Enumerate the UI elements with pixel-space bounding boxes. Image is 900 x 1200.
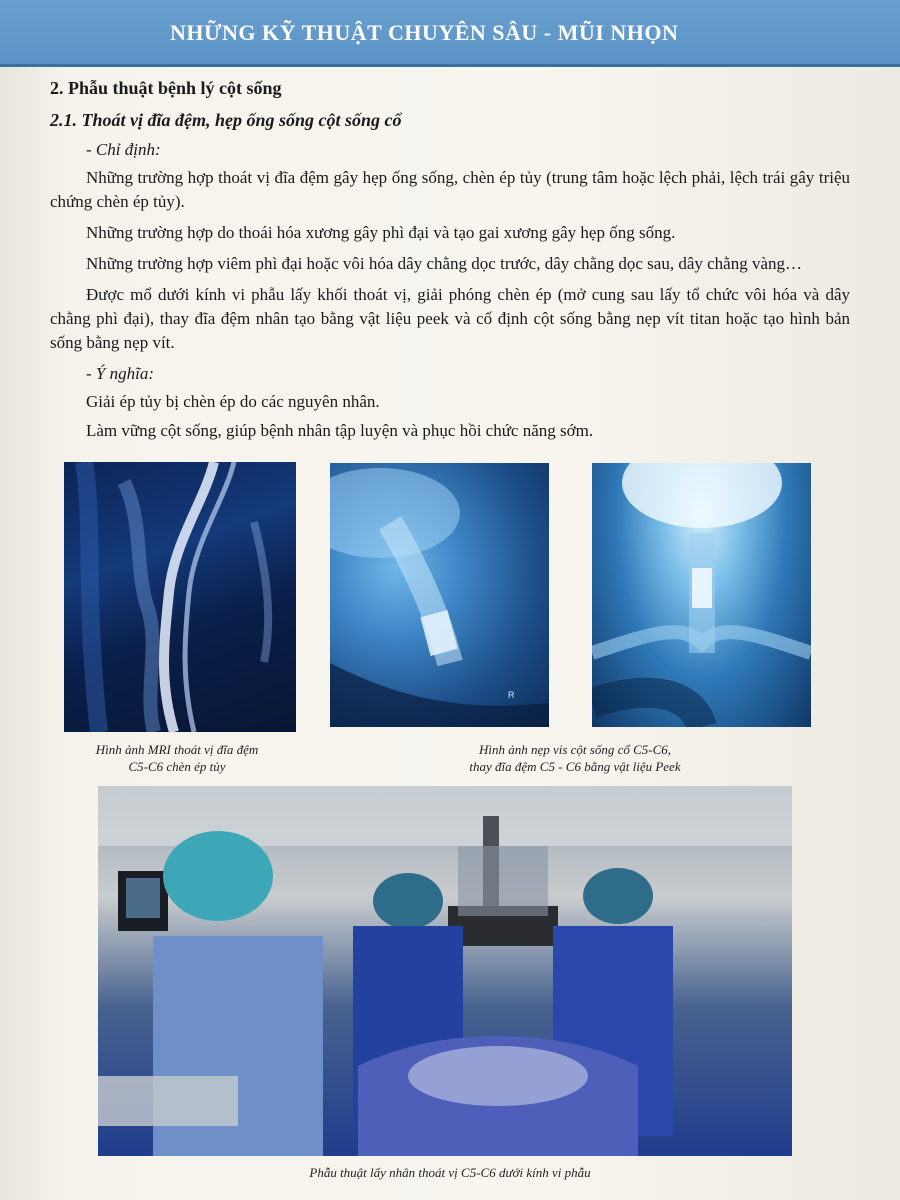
ap-xray-image — [592, 463, 811, 727]
mri-caption — [52, 741, 302, 775]
subsection-title: 2.1. Thoát vị đĩa đệm, hẹp ống sống cột sống cổ — [50, 110, 402, 130]
indication-label: - Chỉ định: — [86, 140, 161, 159]
header-title: NHỮNG KỸ THUẬT CHUYÊN SÂU - MŨI NHỌN — [170, 20, 679, 45]
header-band — [0, 0, 900, 67]
meaning-paragraph-2: Làm vững cột sống, giúp bệnh nhân tập luyện và phục hồi chức năng sớm. — [86, 421, 594, 440]
indication-paragraph-3: Những trường hợp viêm phì đại hoặc vôi hóa dây chằng dọc trước, dây chằng dọc sau, dây chằng vàng… — [86, 254, 803, 273]
mri-illustration — [64, 462, 296, 732]
article-body — [50, 76, 850, 448]
surgery-illustration — [98, 786, 792, 1156]
lateral-xray-illustration — [330, 463, 549, 727]
xray-caption-line2: thay đĩa đệm C5 - C6 bằng vật liệu Peek — [469, 759, 681, 774]
ap-xray-illustration — [592, 463, 811, 727]
lateral-xray-image — [330, 463, 549, 727]
indication-paragraph-2: Những trường hợp do thoái hóa xương gây phì đại và tạo gai xương gây hẹp ống sống. — [86, 223, 676, 242]
surgery-caption: Phẫu thuật lấy nhân thoát vị C5-C6 dưới kính vi phẫu — [309, 1165, 591, 1180]
surgery-photo — [98, 786, 792, 1156]
xray-caption-line1: Hình ảnh nẹp vis cột sống cổ C5-C6, — [478, 742, 672, 757]
xray-caption — [400, 741, 750, 775]
meaning-paragraph-1: Giải ép tủy bị chèn ép do các nguyên nhân. — [86, 392, 380, 411]
mri-spine-image — [64, 462, 296, 732]
xray-marker: R — [508, 690, 515, 700]
indication-paragraph-4: Được mổ dưới kính vi phẫu lấy khối thoát vị, giải phóng chèn ép (mở cung sau lấy tổ chức vôi hóa và dây chằng phì đại), thay đĩa đệm nhân tạo bằng vật liệu peek và cố định cột sống bằng nẹp vít titan hoặc tạo hình bản sống bằng nẹp vít. — [50, 285, 850, 352]
indication-paragraph-1: Những trường hợp thoát vị đĩa đệm gây hẹp ống sống, chèn ép tủy (trung tâm hoặc lệch phải, lệch trái gây triệu chứng chèn ép tủy). — [50, 168, 850, 211]
meaning-label: - Ý nghĩa: — [86, 364, 154, 383]
mri-caption-line2: C5-C6 chèn ép tủy — [128, 759, 226, 774]
section-title: 2. Phẫu thuật bệnh lý cột sống — [50, 78, 282, 98]
mri-caption-line1: Hình ảnh MRI thoát vị đĩa đệm — [95, 742, 259, 757]
